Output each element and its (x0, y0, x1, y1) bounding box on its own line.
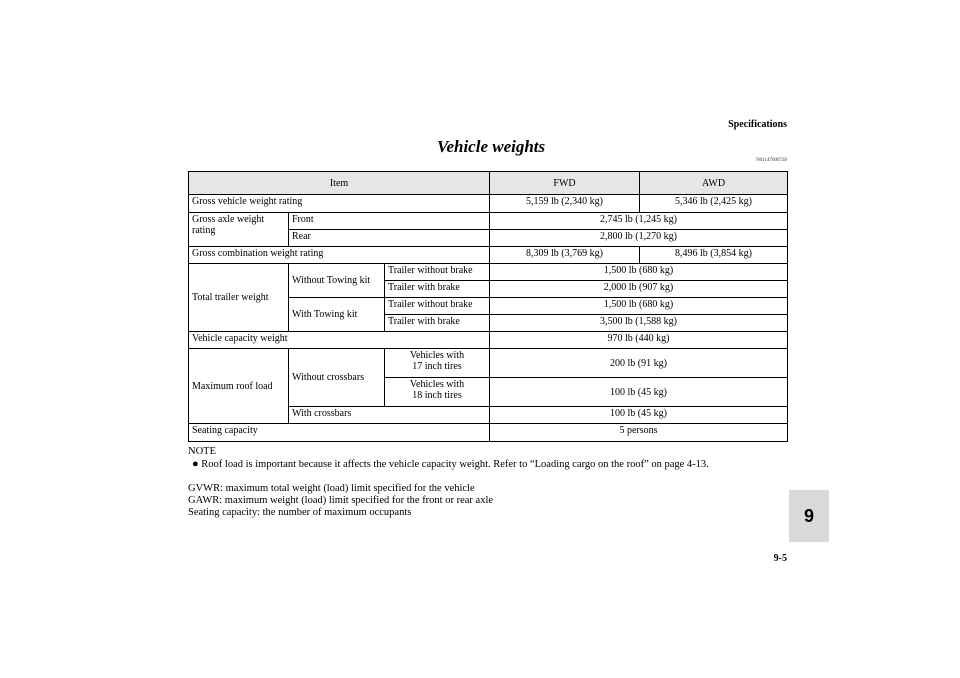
section-header: Specifications (728, 119, 787, 130)
gcwr-fwd: 8,309 lb (3,769 kg) (490, 247, 640, 264)
trailer-with-brake: Trailer with brake (385, 281, 490, 298)
gvwr-awd: 5,346 lb (2,425 kg) (640, 195, 788, 213)
gawr-rear-value: 2,800 lb (1,270 kg) (490, 230, 788, 247)
roof-17-line2: 17 inch tires (412, 361, 462, 372)
bullet-icon: ● (192, 458, 199, 470)
roof-18-line2: 18 inch tires (412, 390, 462, 401)
trailer-with-kit: With Towing kit (289, 298, 385, 332)
trailer-with-brake: Trailer with brake (385, 315, 490, 332)
roof-with-crossbars: With crossbars (289, 407, 490, 424)
table-row (189, 349, 788, 378)
gcwr-awd: 8,496 lb (3,854 kg) (640, 247, 788, 264)
header-item: Item (189, 172, 490, 195)
table-row (189, 195, 788, 213)
trailer-value: 1,500 lb (680 kg) (490, 298, 788, 315)
gawr-label: Gross axle weight rating (189, 213, 289, 247)
roof-18-value: 100 lb (45 kg) (490, 378, 788, 407)
chapter-tab: 9 (789, 490, 829, 542)
page-number: 9-5 (773, 553, 787, 564)
note-label: NOTE (188, 446, 216, 457)
reference-code: N01147600728 (756, 158, 787, 163)
roof-17-inch (385, 349, 490, 378)
trailer-value: 2,000 lb (907 kg) (490, 281, 788, 298)
table-row (189, 332, 788, 349)
trailer-value: 1,500 lb (680 kg) (490, 264, 788, 281)
definition-gawr: GAWR: maximum weight (load) limit specified for the front or rear axle (188, 495, 494, 506)
page-title: Vehicle weights (437, 137, 546, 156)
roof-without-crossbars: Without crossbars (289, 349, 385, 407)
definition-gvwr: GVWR: maximum total weight (load) limit specified for the vehicle (188, 483, 475, 494)
trailer-value: 3,500 lb (1,588 kg) (490, 315, 788, 332)
seating-value: 5 persons (490, 424, 788, 442)
vehicle-weights-table (188, 171, 788, 442)
capacity-value: 970 lb (440 kg) (490, 332, 788, 349)
roof-label: Maximum roof load (189, 349, 289, 424)
roof-17-line1: Vehicles with (409, 350, 465, 361)
trailer-label: Total trailer weight (189, 264, 289, 332)
gvwr-fwd: 5,159 lb (2,340 kg) (490, 195, 640, 213)
note-item (192, 458, 808, 471)
gcwr-label: Gross combination weight rating (189, 247, 490, 264)
table-row (189, 213, 788, 230)
capacity-label: Vehicle capacity weight (189, 332, 490, 349)
table-row (189, 247, 788, 264)
trailer-without-brake: Trailer without brake (385, 298, 490, 315)
table-row (189, 264, 788, 281)
gawr-front-label: Front (289, 213, 490, 230)
seating-label: Seating capacity (189, 424, 490, 442)
notes-section (188, 446, 808, 519)
roof-18-line1: Vehicles with (409, 379, 465, 390)
trailer-without-brake: Trailer without brake (385, 264, 490, 281)
note-text: Roof load is important because it affects the vehicle capacity weight. Refer to “Loading cargo on the roof” on page 4-13. (201, 459, 709, 470)
gawr-front-value: 2,745 lb (1,245 kg) (490, 213, 788, 230)
header-awd: AWD (640, 172, 788, 195)
definition-seating: Seating capacity: the number of maximum occupants (188, 507, 412, 518)
header-fwd: FWD (490, 172, 640, 195)
table-row (189, 424, 788, 442)
roof-with-crossbars-value: 100 lb (45 kg) (490, 407, 788, 424)
gvwr-label: Gross vehicle weight rating (189, 195, 490, 213)
trailer-without-kit: Without Towing kit (289, 264, 385, 298)
roof-18-inch (385, 378, 490, 407)
gawr-rear-label: Rear (289, 230, 490, 247)
roof-17-value: 200 lb (91 kg) (490, 349, 788, 378)
